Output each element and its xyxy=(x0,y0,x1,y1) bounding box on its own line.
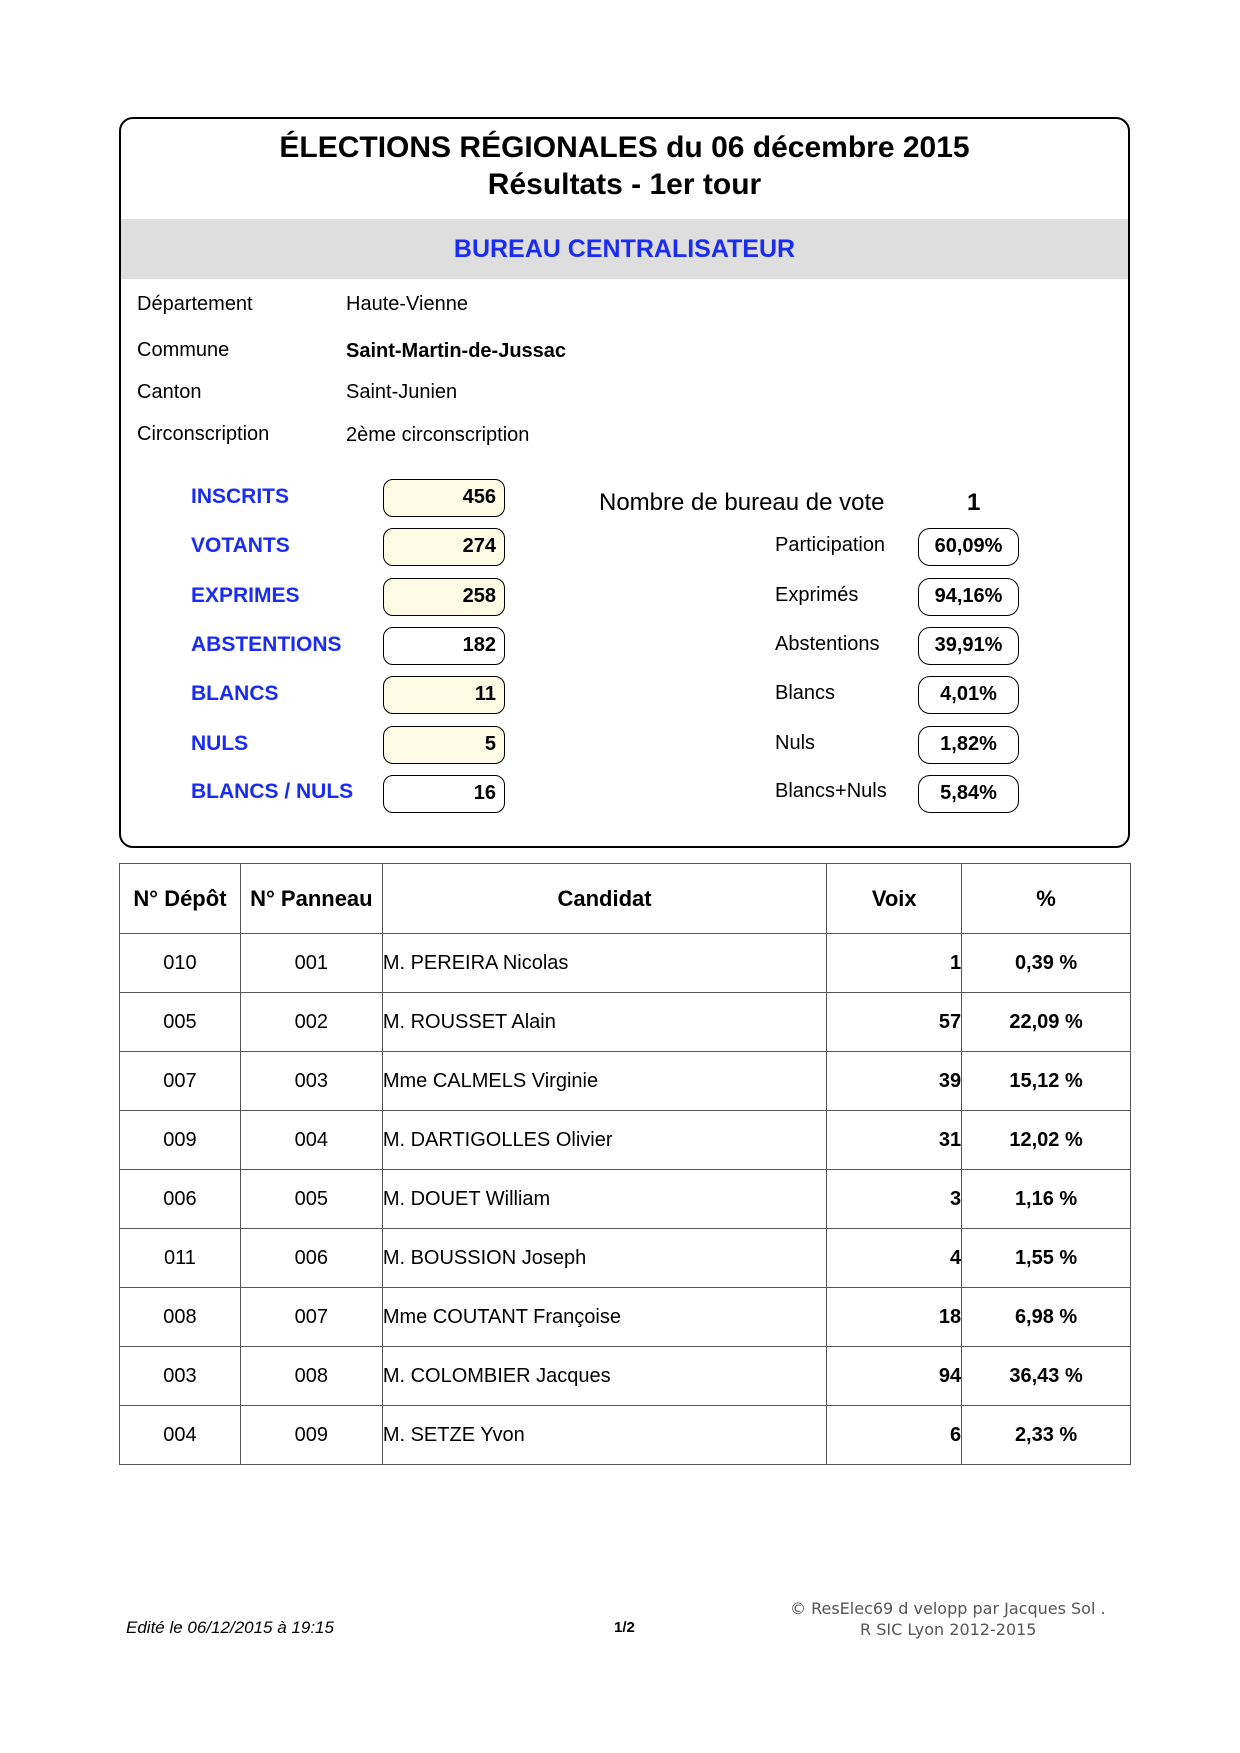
panneau-cell: 007 xyxy=(240,1288,382,1347)
votants-label: VOTANTS xyxy=(191,534,290,557)
panneau-cell: 009 xyxy=(240,1406,382,1465)
depot-cell: 009 xyxy=(120,1111,241,1170)
pct-cell: 12,02 % xyxy=(962,1111,1131,1170)
title-line-2: Résultats - 1er tour xyxy=(487,168,762,201)
candidat-cell: M. ROUSSET Alain xyxy=(382,993,827,1052)
pct-cell: 6,98 % xyxy=(962,1288,1131,1347)
header-pct: % xyxy=(962,864,1131,934)
panneau-cell: 003 xyxy=(240,1052,382,1111)
header-depot: N° Dépôt xyxy=(120,864,241,934)
table-row xyxy=(120,1347,1131,1406)
abstentions-pct-label: Abstentions xyxy=(775,633,880,655)
candidat-cell: M. BOUSSION Joseph xyxy=(382,1229,827,1288)
summary-panel xyxy=(119,117,1130,848)
abstentions-pct-value: 39,91% xyxy=(918,627,1019,665)
candidat-cell: M. PEREIRA Nicolas xyxy=(382,934,827,993)
depot-cell: 003 xyxy=(120,1347,241,1406)
pct-cell: 2,33 % xyxy=(962,1406,1131,1465)
depot-cell: 004 xyxy=(120,1406,241,1465)
header-panneau: N° Panneau xyxy=(240,864,382,934)
blancs-pct-value: 4,01% xyxy=(918,676,1019,714)
votants-value: 274 xyxy=(383,528,505,566)
pct-cell: 0,39 % xyxy=(962,934,1131,993)
panneau-cell: 005 xyxy=(240,1170,382,1229)
pct-cell: 22,09 % xyxy=(962,993,1131,1052)
candidat-cell: Mme CALMELS Virginie xyxy=(382,1052,827,1111)
candidat-cell: M. COLOMBIER Jacques xyxy=(382,1347,827,1406)
page-number: 1/2 xyxy=(614,1619,635,1636)
credit-line-2: R SIC Lyon 2012-2015 xyxy=(860,1620,1037,1639)
canton-label: Canton xyxy=(137,381,202,403)
candidat-cell: M. DOUET William xyxy=(382,1170,827,1229)
pct-cell: 15,12 % xyxy=(962,1052,1131,1111)
results-table xyxy=(119,863,1131,1465)
header-voix: Voix xyxy=(827,864,962,934)
blancs-nuls-pct-label: Blancs+Nuls xyxy=(775,780,887,802)
abstentions-label: ABSTENTIONS xyxy=(191,633,342,656)
circonscription-label: Circonscription xyxy=(137,423,270,445)
participation-label: Participation xyxy=(775,534,886,556)
table-row xyxy=(120,993,1131,1052)
panneau-cell: 006 xyxy=(240,1229,382,1288)
voix-cell: 31 xyxy=(827,1111,962,1170)
bureau-count-label: Nombre de bureau de vote xyxy=(599,489,885,516)
pct-cell: 1,16 % xyxy=(962,1170,1131,1229)
blancs-label: BLANCS xyxy=(191,682,279,705)
voix-cell: 3 xyxy=(827,1170,962,1229)
table-row xyxy=(120,1052,1131,1111)
circonscription-value: 2ème circonscription xyxy=(346,424,530,446)
voix-cell: 18 xyxy=(827,1288,962,1347)
candidat-cell: M. DARTIGOLLES Olivier xyxy=(382,1111,827,1170)
depot-cell: 008 xyxy=(120,1288,241,1347)
exprimes-pct-label: Exprimés xyxy=(775,584,859,606)
credit-note xyxy=(790,1598,1120,1640)
table-row xyxy=(120,1170,1131,1229)
panneau-cell: 001 xyxy=(240,934,382,993)
table-row xyxy=(120,934,1131,993)
departement-value: Haute-Vienne xyxy=(346,293,468,315)
page-title xyxy=(121,129,1128,203)
exprimes-label: EXPRIMES xyxy=(191,584,300,607)
table-row xyxy=(120,1229,1131,1288)
voix-cell: 6 xyxy=(827,1406,962,1465)
depot-cell: 010 xyxy=(120,934,241,993)
commune-value: Saint-Martin-de-Jussac xyxy=(346,340,567,362)
bureau-band: BUREAU CENTRALISATEUR xyxy=(121,219,1128,279)
nuls-pct-label: Nuls xyxy=(775,732,816,754)
departement-label: Département xyxy=(137,293,253,315)
credit-line-1: © ResElec69 d velopp par Jacques Sol . xyxy=(790,1599,1106,1618)
title-line-1: ÉLECTIONS RÉGIONALES du 06 décembre 2015 xyxy=(279,131,970,164)
panneau-cell: 002 xyxy=(240,993,382,1052)
blancs-value: 11 xyxy=(383,676,505,714)
table-row xyxy=(120,1288,1131,1347)
exprimes-value: 258 xyxy=(383,578,505,616)
pct-cell: 36,43 % xyxy=(962,1347,1131,1406)
voix-cell: 4 xyxy=(827,1229,962,1288)
candidat-cell: Mme COUTANT Françoise xyxy=(382,1288,827,1347)
nuls-value: 5 xyxy=(383,726,505,764)
depot-cell: 007 xyxy=(120,1052,241,1111)
exprimes-pct-value: 94,16% xyxy=(918,578,1019,616)
blancs-nuls-label: BLANCS / NULS xyxy=(191,780,354,803)
commune-label: Commune xyxy=(137,339,230,361)
voix-cell: 57 xyxy=(827,993,962,1052)
candidat-cell: M. SETZE Yvon xyxy=(382,1406,827,1465)
voix-cell: 94 xyxy=(827,1347,962,1406)
pct-cell: 1,55 % xyxy=(962,1229,1131,1288)
nuls-label: NULS xyxy=(191,732,249,755)
blancs-nuls-value: 16 xyxy=(383,775,505,813)
panneau-cell: 008 xyxy=(240,1347,382,1406)
table-row xyxy=(120,1111,1131,1170)
nuls-pct-value: 1,82% xyxy=(918,726,1019,764)
panneau-cell: 004 xyxy=(240,1111,382,1170)
table-header-row xyxy=(120,864,1131,934)
edited-date: Edité le 06/12/2015 à 19:15 xyxy=(126,1618,334,1637)
depot-cell: 011 xyxy=(120,1229,241,1288)
blancs-pct-label: Blancs xyxy=(775,682,836,704)
participation-value: 60,09% xyxy=(918,528,1019,566)
voix-cell: 1 xyxy=(827,934,962,993)
bureau-count-value: 1 xyxy=(967,489,981,516)
depot-cell: 006 xyxy=(120,1170,241,1229)
inscrits-label: INSCRITS xyxy=(191,485,290,508)
inscrits-value: 456 xyxy=(383,479,505,517)
blancs-nuls-pct-value: 5,84% xyxy=(918,775,1019,813)
abstentions-value: 182 xyxy=(383,627,505,665)
table-row xyxy=(120,1406,1131,1465)
depot-cell: 005 xyxy=(120,993,241,1052)
voix-cell: 39 xyxy=(827,1052,962,1111)
canton-value: Saint-Junien xyxy=(346,381,458,403)
header-candidat: Candidat xyxy=(382,864,827,934)
